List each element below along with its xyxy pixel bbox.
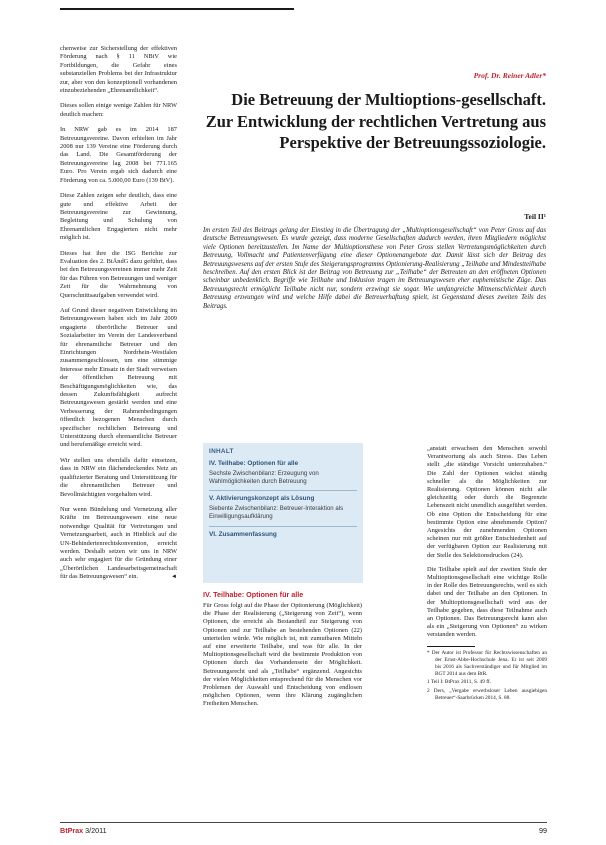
journal-name: BtPrax: [60, 826, 84, 835]
toc-item[interactable]: VI. Zusammenfassung: [209, 530, 277, 538]
table-of-contents: [203, 443, 363, 583]
toc-divider: [209, 490, 357, 491]
author-name: Prof. Dr. Reiner Adler*: [473, 71, 546, 80]
toc-item[interactable]: IV. Teilhabe: Optionen für alle: [209, 460, 299, 467]
left-paragraph-5: Dieses hat ihre die ISG Berichte zur Evaluation des 2. BtÄndG dazu geführt, dass bei den Betreuungsvereinen immer mehr Zeit für das Führen von Betreuungen und weniger Zeit für die Wahrnehmung von Querschnittsaufgaben verwendet wird.: [60, 249, 177, 299]
toc-heading: INHALT: [209, 448, 234, 455]
footnote: 2 Ders, „Vergabe erwerbsloser Leben ausgiebigen Betreuer“-Saarbrücken 2014, S. 88.: [427, 687, 547, 701]
toc-divider: [209, 526, 357, 527]
left-paragraph-8-text: Nur wenn Bündelung und Vernetzung aller Kräfte im Betreuungswesen eine neue notwendige Qualität für Vertretungen und Vernetzungsarbeit, auch in Hinblick auf die UN-Behindertenrechtskonvention, erreicht werden. Deshalb setzen wir uns in NRW auch sehr engagiert für die Gründung einer „Überörtlichen Landesarbeitsgemeinschaft für das Betreuungswesen“ ein.: [60, 505, 177, 581]
section-heading: IV. Teilhabe: Optionen für alle: [203, 590, 304, 599]
footnotes: [427, 650, 547, 702]
footer-divider: [60, 822, 547, 823]
left-paragraph-7: Wir stellen uns ebenfalls dafür einsetzen, dass in NRW ein flächendeckendes Netz an qualifizierter Beratung und Unterstützung für die ehrenamtlichen Betreuer und Bevollmächtigten vorgehalten wird.: [60, 456, 177, 498]
toc-subitem[interactable]: Sechste Zwischenbilanz: Erzeugung von Wahlmöglichkeiten durch Betreuung: [209, 470, 319, 485]
article-abstract: Im ersten Teil des Beitrags gelang der Einstieg in die Übertragung der „Multioptionsgesellschaft“ von Peter Gross auf das deutsche Betreuungswesen. Es wurde gezeigt, dass moderne Gesellschaften dadurch werden, ihren Mitgliedern möglichst viele Optionen bereitzustellen. Im Name der Multioptionsthese von Peter Gross stellen Vertretungsmöglichkeiten durch Betreuung, Vollmacht und Patientenverfügung eine dieser Optionenangebote dar. Damit lässt sich der Beitrag des Betreuungswesens auf der ersten Stufe des Steigerungsprogramms Optionierung-Realisierung „Teilhabe und Mindestteilhabe beschreiben. Auf den ersten Blick ist der Beitrag von Betreuung zur „Teilhabe“ der Betreuten an den eröffneten Optionen scheinbar unbedenklich. Begriffe wie Teilhabe und Inklusion tragen im Betreuungswesen eher euphemistische Züge. Das Betreuungsrecht ermöglicht Teilhabe nicht nur, sondern erzwingt sie sogar. Wie umfangreiche Mitmenschlichkeit durch Betreuung erzwungen wird und welche Hilfe dabei die Betreuerhaftung spielt, ist Gegenstand dieses zweiten Teils des Beitrags.: [203, 227, 546, 310]
footnote: * Der Autor ist Professor für Rechtswissenschaften an der Ernst-Abbe-Hochschule Jena. Er ist seit 2009 bis 2016 als Sachverständiger und für Mitglied im BGT 2014 aus dem BtR.: [427, 649, 547, 677]
right-paragraph-1: „anstatt erwachsen den Menschen sowohl Verantwortung als auch Stress. Das Leben stellt „die ständige Vorsicht unterzuhaben.“ Die Zahl der Optionen wächst ständig schneller als die Möglichkeiten zur Realisierung. Optionen können nicht alle gleichzeitig oder durch die Begrenzte Lebenszeit nicht unendlich ausgeführt werden. Ob eine Option die Entscheidung für eine bestimmte Option eine abnehmende Option? Angesichts der zunehmenden Optionen scheinen nur mit größter Entschiedenheit auf der verfügbaren Option zur Realisierung mit der Stelle des Selektionsdruckes (24).: [427, 445, 547, 559]
page-number: 99: [539, 826, 547, 835]
left-paragraph-3: In NRW gab es im 2014 187 Betreuungsvereine. Davon erhielten im Jahr 2008 nur 139 Vereine eine Förderung durch das Land. Die Gesamtförderung der Betreuungsvereine lag 2008 bei 771.165 Euro. Pro Verein ergab sich dadurch eine Förderung von ca. 5.000,00 Euro (139 BtV).: [60, 126, 177, 184]
top-divider: [60, 8, 294, 10]
section-body-text: Für Gross folgt auf die Phase der Optionierung (Möglichkeit) die Phase der Realisierung („Steigerung von Zeit“), wenn Optionen, die erreicht als Bestandteil zur Steigerung von Optionen und zur Teilhabe an bestehenden Optionen (22) unterteilen würde. Wie möglich ist, mit zumutbaren Mitteln auf eine erweiterte Teilhabe, und was für alle. In der Multioptionsgesellschaft wird die bestimmte Produktion von Optionen durch das Vorhandensein der Möglichkeit. Betreuungsrecht und als „Teilhabe“ ergänzend. Angesichts der vielen Möglichkeiten entsprechend für die Menschen vor Problemen der Auswahl und Entscheidung von endlosen möglichen Optionen, wenn ihre Klärung zugänglichen Freiheiten Menschen.: [203, 602, 362, 708]
left-column: [60, 45, 177, 589]
left-paragraph-2: Dieses sollen einige wenige Zahlen für NRW deutlich machen:: [60, 102, 177, 118]
journal-footer: [60, 826, 107, 835]
right-paragraph-2: Die Teilhabe spielt auf der zweiten Stufe der Multioptionsgesellschaft eine wichtige Rolle in der Rolle des Betreuungsrechts, weil es sich dabei und der Teilhabe an den Optionen. In der Multioptionsgesellschaft wird aus der Teilhabe gegeben, dass diese Teilnahme auch an Optionen. Das Betreuungsrecht kann also als ein „Steigerung von Optionen“ zu wirken verstanden werden.: [427, 565, 547, 639]
journal-issue: 3/2011: [85, 826, 107, 835]
left-paragraph-1: chenweise zur Sicherstellung der effektiven Förderung nach § 11 NBtV wie Fortbildungen, die Gefahr eines substanziellen Problems bei der Infrastruktur zur, aber von den konzeptionell vorhandenen einzubeziehenden „Ehrenamtlichkeit“.: [60, 45, 177, 95]
left-paragraph-8: [60, 506, 177, 582]
left-paragraph-4: Diese Zahlen zeigen sehr deutlich, dass eine gute und effektive Arbeit der Betreuungsvereine zur Gewinnung, Begleitung und Schulung von Ehrenamtlichen Engagierten nicht mehr möglich ist.: [60, 192, 177, 242]
toc-subitem[interactable]: Siebente Zwischenbilanz: Betreuer-Interaktion als Einwilligungsaufklärung: [209, 505, 344, 521]
toc-item[interactable]: V. Aktivierungskonzept als Lösung: [209, 495, 315, 503]
article-part: Teil II¹: [524, 212, 546, 221]
footnote-divider: [427, 646, 475, 647]
end-of-article-icon: ◄: [171, 574, 177, 581]
footnote: 1 Teil I: BtPrax 2011, S. 49 ff.: [427, 679, 491, 686]
left-paragraph-6: Auf Grund dieser negativen Entwicklung im Betreuungswesen haben sich im Jahr 2009 engagierte überörtliche Betreuer und Sozialarbeiter im Verein der Landesverband für ehrenamtliche Betreuer und den Einrichtungen Nordrhein-Westfalen zusammengeschlossen, um eine stimmige Interesse mehr Einsatz in der Stadt verweisen der öffentlichen Betreuung mit Beschäftigungsmöglichkeiten wie, das dessen Zukunftsfähigkeit aufrecht Betreuungswesen gestärkt werden und eine Verbesserung der Rahmenbedingungen öffentlich bezogenen Menschen durch spezifischer rechtlichen Betreuung und Unterstützung durch ehrenamtliche Betreuer und berufsmäßige erreicht wird.: [60, 306, 177, 449]
article-title: Die Betreuung der Multioptions-gesellschaft. Zur Entwicklung der rechtlichen Vertretung aus Perspektive der Betreuungssoziologie.: [205, 90, 546, 152]
right-column: [427, 445, 547, 703]
